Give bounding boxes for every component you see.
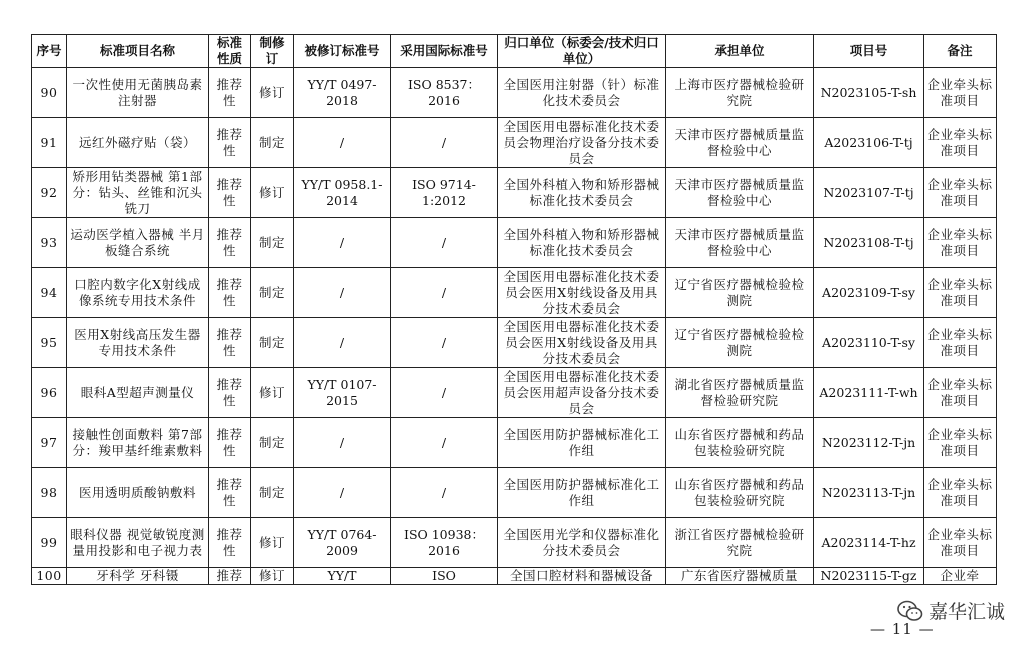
cell-type: 修订: [251, 568, 294, 585]
cell-undertaker: 天津市医疗器械质量监督检验中心: [666, 218, 814, 268]
header-name: 标准项目名称: [67, 35, 209, 68]
cell-remark: 企业牵头标准项目: [924, 318, 997, 368]
cell-nature: 推荐性: [209, 518, 251, 568]
cell-undertaker: 湖北省医疗器械质量监督检验研究院: [666, 368, 814, 418]
header-org: 归口单位（标委会/技术归口单位）: [498, 35, 666, 68]
wechat-icon: [897, 600, 923, 622]
cell-revised: /: [294, 268, 391, 318]
cell-intl: /: [391, 418, 498, 468]
cell-type: 修订: [251, 68, 294, 118]
cell-nature: 推荐性: [209, 268, 251, 318]
cell-nature: 推荐性: [209, 468, 251, 518]
cell-type: 修订: [251, 518, 294, 568]
table-row: [32, 468, 997, 518]
header-undertaker: 承担单位: [666, 35, 814, 68]
cell-proj: N2023105-T-sh: [814, 68, 924, 118]
cell-no: 97: [32, 418, 67, 468]
cell-undertaker: 天津市医疗器械质量监督检验中心: [666, 118, 814, 168]
cell-no: 90: [32, 68, 67, 118]
cell-revised: YY/T 0107-2015: [294, 368, 391, 418]
cell-org: 全国医用电器标准化技术委员会物理治疗设备分技术委员会: [498, 118, 666, 168]
cell-no: 94: [32, 268, 67, 318]
cell-proj: N2023108-T-tj: [814, 218, 924, 268]
cell-revised: YY/T 0764-2009: [294, 518, 391, 568]
cell-remark: 企业牵头标准项目: [924, 418, 997, 468]
cell-undertaker: 上海市医疗器械检验研究院: [666, 68, 814, 118]
cell-undertaker: 天津市医疗器械质量监督检验中心: [666, 168, 814, 218]
standards-table: [31, 34, 997, 585]
table-row: [32, 418, 997, 468]
cell-intl: /: [391, 368, 498, 418]
cell-remark: 企业牵头标准项目: [924, 368, 997, 418]
cell-org: 全国外科植入物和矫形器械标准化技术委员会: [498, 218, 666, 268]
cell-revised: YY/T: [294, 568, 391, 585]
cell-remark: 企业牵头标准项目: [924, 168, 997, 218]
cell-name: 牙科学 牙科镊: [67, 568, 209, 585]
cell-revised: YY/T 0497-2018: [294, 68, 391, 118]
cell-undertaker: 浙江省医疗器械检验研究院: [666, 518, 814, 568]
cell-name: 接触性创面敷料 第7部分：羧甲基纤维素敷料: [67, 418, 209, 468]
cell-proj: A2023110-T-sy: [814, 318, 924, 368]
cell-type: 修订: [251, 168, 294, 218]
cell-remark: 企业牵头标准项目: [924, 468, 997, 518]
cell-intl: ISO 9714-1:2012: [391, 168, 498, 218]
cell-nature: 推荐性: [209, 418, 251, 468]
cell-proj: A2023111-T-wh: [814, 368, 924, 418]
cell-name: 医用透明质酸钠敷料: [67, 468, 209, 518]
cell-intl: /: [391, 468, 498, 518]
cell-remark: 企业牵头标准项目: [924, 268, 997, 318]
header-nature: 标准性质: [209, 35, 251, 68]
cell-nature: 推荐性: [209, 368, 251, 418]
cell-undertaker: 辽宁省医疗器械检验检测院: [666, 318, 814, 368]
cell-org: 全国医用电器标准化技术委员会医用X射线设备及用具分技术委员会: [498, 318, 666, 368]
cell-type: 制定: [251, 318, 294, 368]
watermark-text: 嘉华汇诚: [928, 601, 1005, 623]
cell-org: 全国医用电器标准化技术委员会医用X射线设备及用具分技术委员会: [498, 268, 666, 318]
cell-type: 制定: [251, 218, 294, 268]
cell-nature: 推荐性: [209, 168, 251, 218]
cell-type: 制定: [251, 468, 294, 518]
cell-remark: 企业牵: [924, 568, 997, 585]
cell-proj: A2023106-T-tj: [814, 118, 924, 168]
cell-nature: 推荐性: [209, 118, 251, 168]
cell-name: 医用X射线高压发生器专用技术条件: [67, 318, 209, 368]
cell-type: 制定: [251, 118, 294, 168]
cell-revised: /: [294, 418, 391, 468]
cell-remark: 企业牵头标准项目: [924, 68, 997, 118]
cell-org: 全国医用防护器械标准化工作组: [498, 468, 666, 518]
table-header-row: [32, 35, 997, 68]
table-row: [32, 568, 997, 585]
cell-intl: ISO 8537：2016: [391, 68, 498, 118]
cell-nature: 推荐性: [209, 318, 251, 368]
cell-undertaker: 山东省医疗器械和药品包装检验研究院: [666, 468, 814, 518]
cell-no: 91: [32, 118, 67, 168]
header-no: 序号: [32, 35, 67, 68]
cell-intl: /: [391, 318, 498, 368]
cell-undertaker: 广东省医疗器械质量: [666, 568, 814, 585]
cell-nature: 推荐性: [209, 68, 251, 118]
cell-intl: ISO 10938：2016: [391, 518, 498, 568]
table-row: [32, 268, 997, 318]
cell-no: 100: [32, 568, 67, 585]
header-proj: 项目号: [814, 35, 924, 68]
cell-org: 全国医用电器标准化技术委员会医用超声设备分技术委员会: [498, 368, 666, 418]
cell-intl: /: [391, 118, 498, 168]
cell-org: 全国外科植入物和矫形器械标准化技术委员会: [498, 168, 666, 218]
cell-proj: N2023113-T-jn: [814, 468, 924, 518]
cell-name: 眼科A型超声测量仪: [67, 368, 209, 418]
cell-undertaker: 山东省医疗器械和药品包装检验研究院: [666, 418, 814, 468]
cell-intl: /: [391, 218, 498, 268]
cell-revised: YY/T 0958.1-2014: [294, 168, 391, 218]
cell-no: 96: [32, 368, 67, 418]
cell-nature: 推荐: [209, 568, 251, 585]
cell-remark: 企业牵头标准项目: [924, 118, 997, 168]
header-intl: 采用国际标准号: [391, 35, 498, 68]
cell-undertaker: 辽宁省医疗器械检验检测院: [666, 268, 814, 318]
cell-proj: A2023109-T-sy: [814, 268, 924, 318]
header-revised: 被修订标准号: [294, 35, 391, 68]
table-row: [32, 168, 997, 218]
cell-name: 远红外磁疗贴（袋）: [67, 118, 209, 168]
cell-type: 制定: [251, 268, 294, 318]
cell-revised: /: [294, 468, 391, 518]
cell-org: 全国医用防护器械标准化工作组: [498, 418, 666, 468]
cell-nature: 推荐性: [209, 218, 251, 268]
table-row: [32, 368, 997, 418]
cell-org: 全国医用注射器（针）标准化技术委员会: [498, 68, 666, 118]
cell-org: 全国医用光学和仪器标准化分技术委员会: [498, 518, 666, 568]
cell-no: 93: [32, 218, 67, 268]
cell-type: 修订: [251, 368, 294, 418]
header-type: 制修订: [251, 35, 294, 68]
cell-remark: 企业牵头标准项目: [924, 518, 997, 568]
cell-name: 眼科仪器 视觉敏锐度测量用投影和电子视力表: [67, 518, 209, 568]
page-number: — 11 —: [870, 620, 935, 638]
cell-revised: /: [294, 118, 391, 168]
table-row: [32, 68, 997, 118]
cell-intl: /: [391, 268, 498, 318]
cell-proj: N2023115-T-gz: [814, 568, 924, 585]
cell-name: 矫形用钻类器械 第1部分：钻头、丝锥和沉头铣刀: [67, 168, 209, 218]
cell-proj: A2023114-T-hz: [814, 518, 924, 568]
cell-org: 全国口腔材料和器械设备: [498, 568, 666, 585]
cell-revised: /: [294, 318, 391, 368]
table-row: [32, 318, 997, 368]
cell-proj: N2023107-T-tj: [814, 168, 924, 218]
cell-name: 运动医学植入器械 半月板缝合系统: [67, 218, 209, 268]
cell-no: 99: [32, 518, 67, 568]
cell-name: 一次性使用无菌胰岛素注射器: [67, 68, 209, 118]
table-row: [32, 518, 997, 568]
header-remark: 备注: [924, 35, 997, 68]
cell-revised: /: [294, 218, 391, 268]
cell-no: 98: [32, 468, 67, 518]
cell-remark: 企业牵头标准项目: [924, 218, 997, 268]
table-row: [32, 118, 997, 168]
cell-name: 口腔内数字化X射线成像系统专用技术条件: [67, 268, 209, 318]
cell-intl: ISO: [391, 568, 498, 585]
cell-no: 95: [32, 318, 67, 368]
cell-proj: N2023112-T-jn: [814, 418, 924, 468]
cell-type: 制定: [251, 418, 294, 468]
table-row: [32, 218, 997, 268]
cell-no: 92: [32, 168, 67, 218]
